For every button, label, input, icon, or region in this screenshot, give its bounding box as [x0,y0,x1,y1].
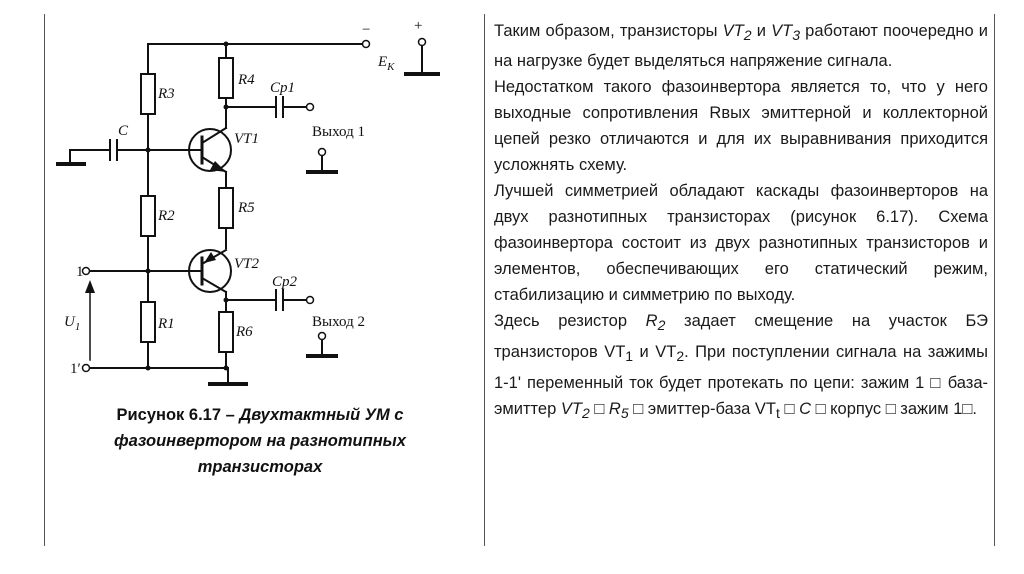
text-column [494,18,988,427]
label-u1: $U_1$ [64,314,81,333]
terminal-out2 [307,297,314,304]
label-in1p: 1′ [70,361,81,377]
resistor-r4 [219,58,233,98]
resistor-r6 [219,312,233,352]
resistor-r3 [141,74,155,114]
left-divider [44,14,45,546]
label-cp1: Cр1 [270,80,296,96]
terminal-out2-ground [319,333,326,340]
terminal-out1-ground [319,149,326,156]
label-r6: R6 [236,324,253,340]
right-divider [994,14,995,546]
resistor-r2 [141,196,155,236]
label-out2: Выход 2 [312,314,365,330]
terminal-in1p [83,365,90,372]
terminal-out1 [307,104,314,111]
label-plus: + [414,18,423,34]
label-in1: 1 [76,264,84,280]
paragraph-3: Лучшей симметрией обладают каскады фазоинверторов на двух разнотипных транзисторах (рисунок 6.17). Схема фазоинвертора состоит из двух разнотипных транзисторов и элементов, обеспечивающих его статический режим, стабилизацию и симметрию по выходу. [494,182,988,305]
terminal-in1 [83,268,90,275]
paragraph-4: Здесь резистор $R_2$ задает смещение на участок БЭ транзисторов $VT_1$ и $VT_2$. При поступлении сигнала на зажимы 1-1' переменный ток будет протекать по цепи: зажим 1 □ база-эмиттер $VT_2$ □ $R_5$ □ эмиттер-база $VT_t$ □ C □ корпус □ зажим 1□. [494,312,989,422]
label-c: C [118,123,129,139]
terminal-plus [419,39,426,46]
label-out1: Выход 1 [312,124,365,140]
label-r3: R3 [158,86,175,102]
circuit-diagram [50,10,480,400]
caption-title: Двухтактный УМ с фазоинвертором на разнотипных транзисторах [114,406,406,476]
label-vt1: VT1 [234,131,260,147]
resistor-r5 [219,188,233,228]
paragraph-1: Таким образом, транзисторы $VT_2$ и $VT_3$ работают поочередно и на нагрузке будет выделяться напряжение сигнала. [494,22,988,71]
label-r1: R1 [158,316,175,332]
label-r5: R5 [238,200,255,216]
caption-label: Рисунок 6.17 – [116,406,240,424]
figure-caption [60,402,460,480]
resistor-r1 [141,302,155,342]
terminal-minus [363,41,370,48]
label-minus: − [362,22,371,38]
paragraph-2: Недостатком такого фазоинвертора является то, что у него выходные сопротивления Rвых эмиттерной и коллекторной цепей резко отличаются и для их выравнивания приходится усложнять схему. [494,78,988,175]
label-r2: R2 [158,208,175,224]
label-power: $E_К$ [378,54,395,73]
label-cp2: Cр2 [272,274,298,290]
label-vt2: VT2 [234,256,260,272]
label-r4: R4 [238,72,255,88]
middle-divider [484,14,485,546]
